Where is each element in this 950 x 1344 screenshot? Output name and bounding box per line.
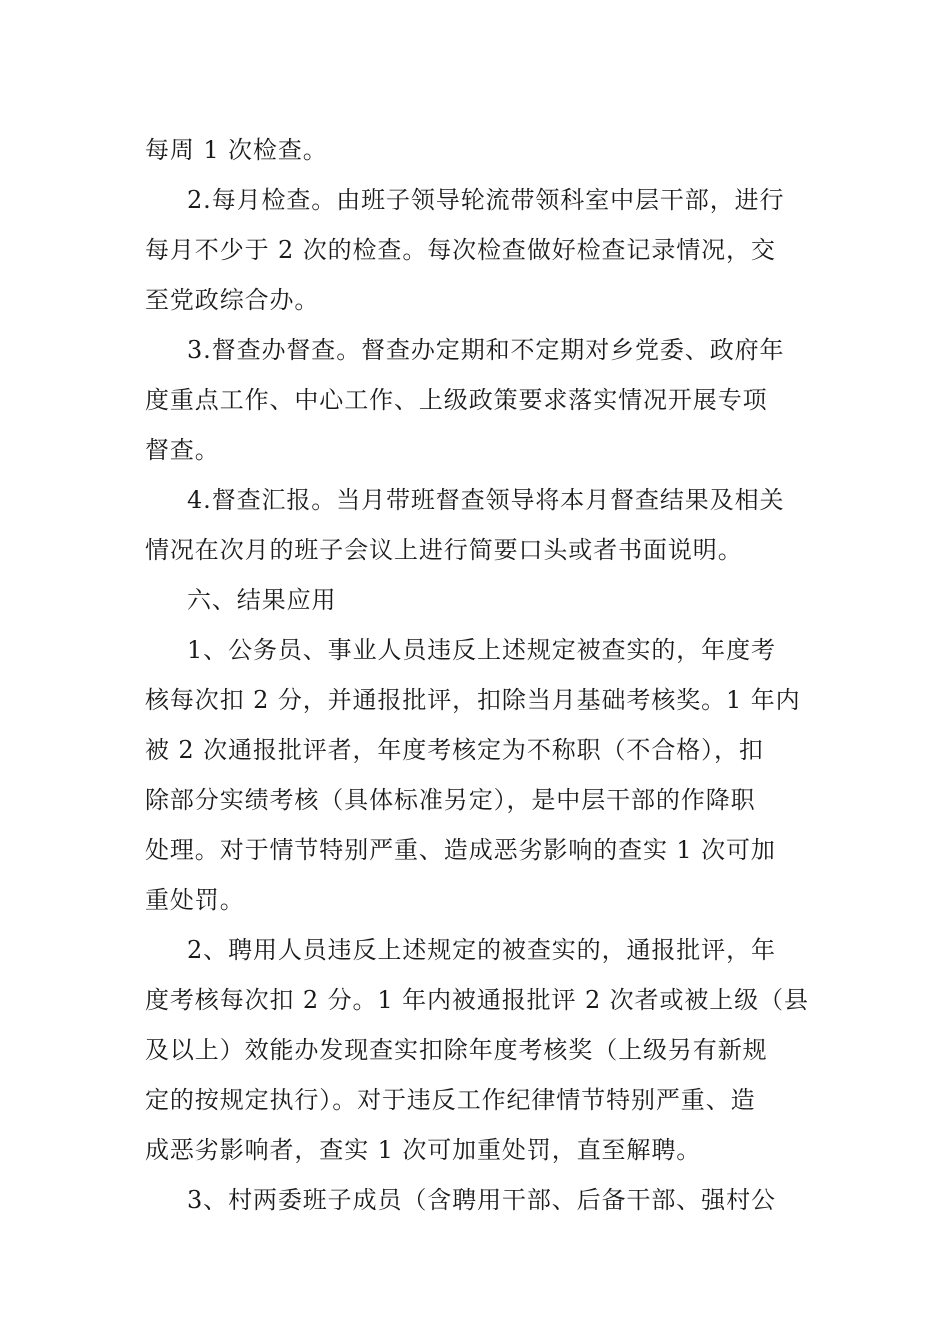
text-line: 3、村两委班子成员（含聘用干部、后备干部、强村公 — [187, 1186, 776, 1214]
section-heading: 六、结果应用 — [187, 586, 337, 614]
text-line: 督查。 — [145, 436, 220, 464]
text-line: 4.督查汇报。当月带班督查领导将本月督查结果及相关 — [187, 486, 785, 514]
text-line: 1、公务员、事业人员违反上述规定被查实的，年度考 — [187, 636, 776, 664]
text-line: 处理。对于情节特别严重、造成恶劣影响的查实 1 次可加 — [145, 836, 776, 864]
text-line: 每周 1 次检查。 — [145, 136, 328, 164]
text-line: 2.每月检查。由班子领导轮流带领科室中层干部，进行 — [187, 186, 785, 214]
text-line: 至党政综合办。 — [145, 286, 320, 314]
text-line: 成恶劣影响者，查实 1 次可加重处罚，直至解聘。 — [145, 1136, 702, 1164]
text-line: 除部分实绩考核（具体标准另定），是中层干部的作降职 — [145, 786, 756, 814]
text-line: 核每次扣 2 分，并通报批评，扣除当月基础考核奖。1 年内 — [145, 686, 801, 714]
text-line: 度重点工作、中心工作、上级政策要求落实情况开展专项 — [145, 386, 768, 414]
text-line: 度考核每次扣 2 分。1 年内被通报批评 2 次者或被上级（县 — [145, 986, 809, 1014]
text-line: 重处罚。 — [145, 886, 245, 914]
text-line: 及以上）效能办发现查实扣除年度考核奖（上级另有新规 — [145, 1036, 768, 1064]
text-line: 定的按规定执行）。对于违反工作纪律情节特别严重、造 — [145, 1086, 756, 1114]
text-line: 每月不少于 2 次的检查。每次检查做好检查记录情况，交 — [145, 236, 776, 264]
text-line: 被 2 次通报批评者，年度考核定为不称职（不合格），扣 — [145, 736, 764, 764]
text-line: 2、聘用人员违反上述规定的被查实的，通报批评，年 — [187, 936, 776, 964]
text-line: 情况在次月的班子会议上进行简要口头或者书面说明。 — [145, 536, 743, 564]
text-line: 3.督查办督查。督查办定期和不定期对乡党委、政府年 — [187, 336, 785, 364]
